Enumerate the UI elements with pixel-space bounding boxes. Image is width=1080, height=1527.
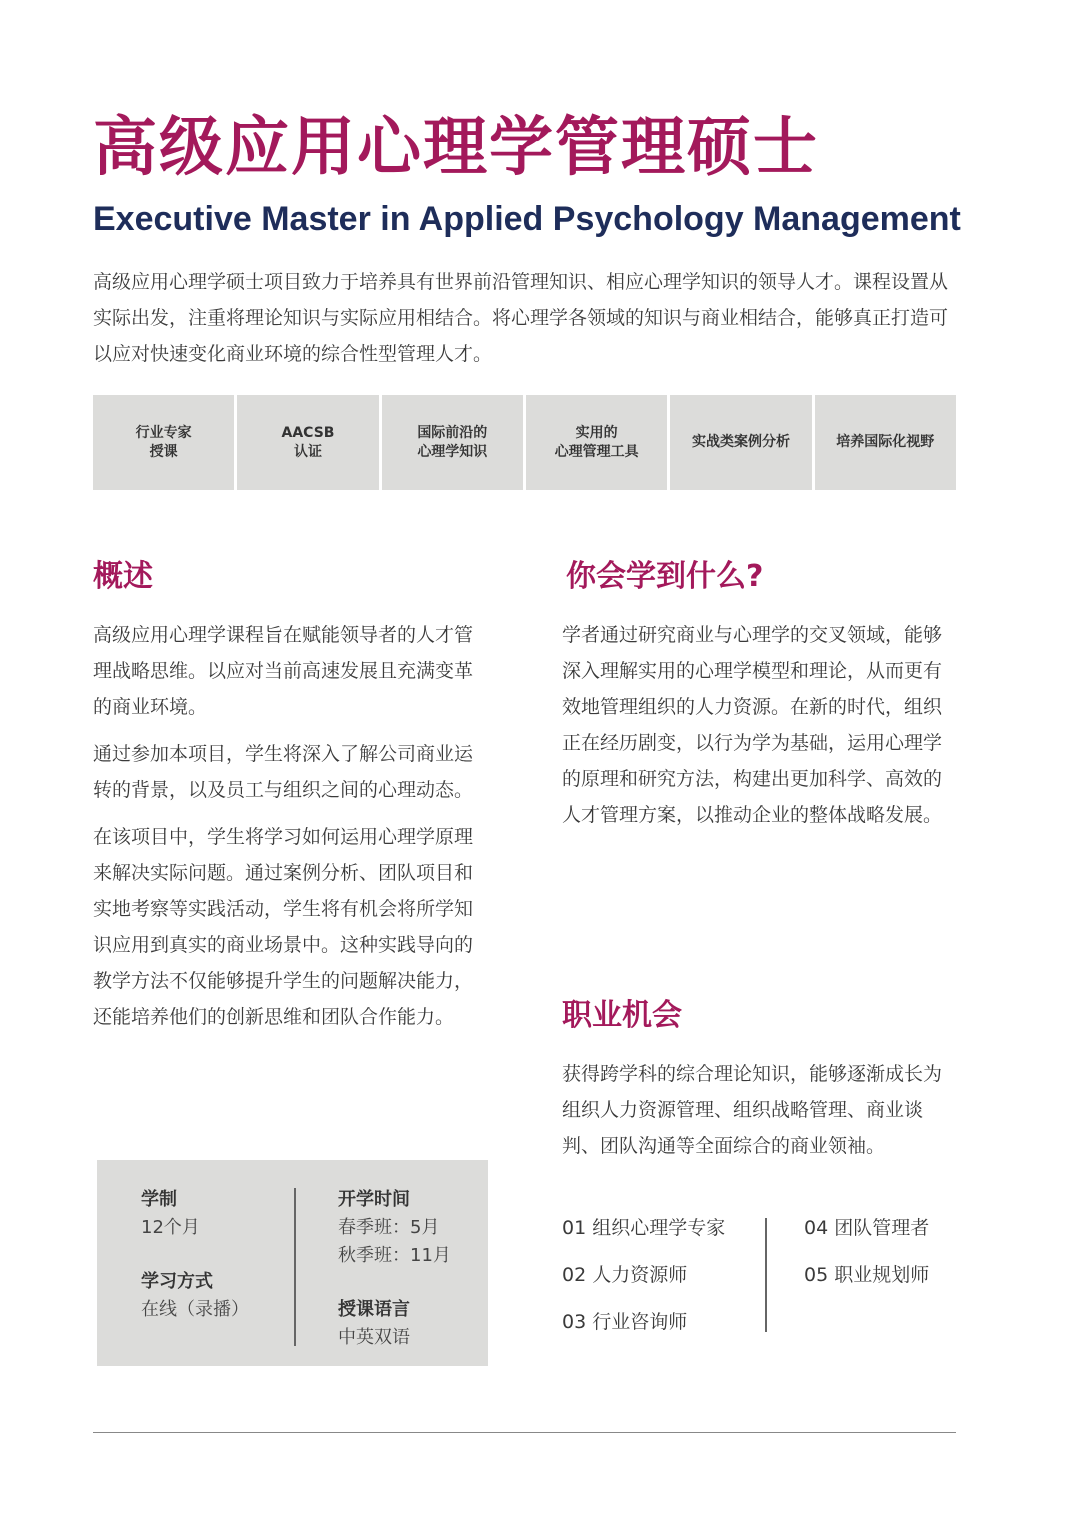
feature-cell: 行业专家 授课: [93, 395, 234, 490]
bottom-rule: [93, 1432, 956, 1433]
learn-section: [562, 617, 960, 844]
feature-cell: 国际前沿的 心理学知识: [382, 395, 523, 490]
overview-heading: 概述: [93, 559, 153, 594]
list-item: 01 组织心理学专家: [562, 1217, 726, 1239]
language-label: 授课语言: [338, 1299, 410, 1320]
feature-cell: 培养国际化视野: [815, 395, 956, 490]
feature-cell: 实战类案例分析: [670, 395, 811, 490]
overview-section: [93, 617, 491, 1046]
duration-value: 12个月: [141, 1217, 200, 1238]
mode-label: 学习方式: [141, 1271, 213, 1292]
feature-strip: [93, 395, 956, 490]
career-paragraph: 获得跨学科的综合理论知识，能够逐渐成长为组织人力资源管理、组织战略管理、商业谈判、团队沟通等全面综合的商业领袖。: [562, 1063, 943, 1157]
mode-value: 在线（录播）: [141, 1299, 249, 1320]
career-list-right: [804, 1215, 929, 1309]
career-divider: [765, 1218, 767, 1332]
page-title: 高级应用心理学管理硕士: [93, 111, 819, 185]
list-item: 04 团队管理者: [804, 1217, 930, 1239]
info-col-left: [141, 1186, 249, 1324]
program-info-box: [97, 1160, 488, 1366]
page-subtitle-en: Executive Master in Applied Psychology Management: [93, 200, 961, 238]
list-item: 02 人力资源师: [562, 1264, 688, 1286]
career-heading: 职业机会: [562, 998, 682, 1033]
overview-paragraph: 在该项目中，学生将学习如何运用心理学原理来解决实际问题。通过案例分析、团队项目和实地考察等实践活动，学生将有机会将所学知识应用到真实的商业场景中。这种实践导向的教学方法不仅能够提升学生的问题解决能力，还能培养他们的创新思维和团队合作能力。: [93, 826, 474, 1028]
duration-label: 学制: [141, 1189, 177, 1210]
feature-cell: 实用的 心理管理工具: [526, 395, 667, 490]
info-col-right: [338, 1186, 451, 1352]
career-section: [562, 1056, 960, 1175]
career-list-left: [562, 1215, 725, 1356]
start-value: 春季班：5月 秋季班：11月: [338, 1217, 451, 1266]
overview-paragraph: 通过参加本项目，学生将深入了解公司商业运转的背景，以及员工与组织之间的心理动态。: [93, 743, 474, 801]
learn-paragraph: 学者通过研究商业与心理学的交叉领域，能够深入理解实用的心理学模型和理论，从而更有效地管理组织的人力资源。在新的时代，组织正在经历剧变，以行为学为基础，运用心理学的原理和研究方法，构建出更加科学、高效的人才管理方案，以推动企业的整体战略发展。: [562, 624, 943, 826]
feature-cell: AACSB 认证: [237, 395, 378, 490]
language-value: 中英双语: [338, 1327, 410, 1348]
list-item: 03 行业咨询师: [562, 1311, 688, 1333]
start-label: 开学时间: [338, 1189, 410, 1210]
intro-paragraph: 高级应用心理学硕士项目致力于培养具有世界前沿管理知识、相应心理学知识的领导人才。课程设置从实际出发，注重将理论知识与实际应用相结合。将心理学各领域的知识与商业相结合，能够真正打造可以应对快速变化商业环境的综合性型管理人才。: [93, 271, 949, 365]
overview-paragraph: 高级应用心理学课程旨在赋能领导者的人才管理战略思维。以应对当前高速发展且充满变革的商业环境。: [93, 624, 474, 718]
list-item: 05 职业规划师: [804, 1264, 930, 1286]
info-divider: [294, 1188, 296, 1346]
learn-heading: 你会学到什么?: [566, 559, 764, 594]
